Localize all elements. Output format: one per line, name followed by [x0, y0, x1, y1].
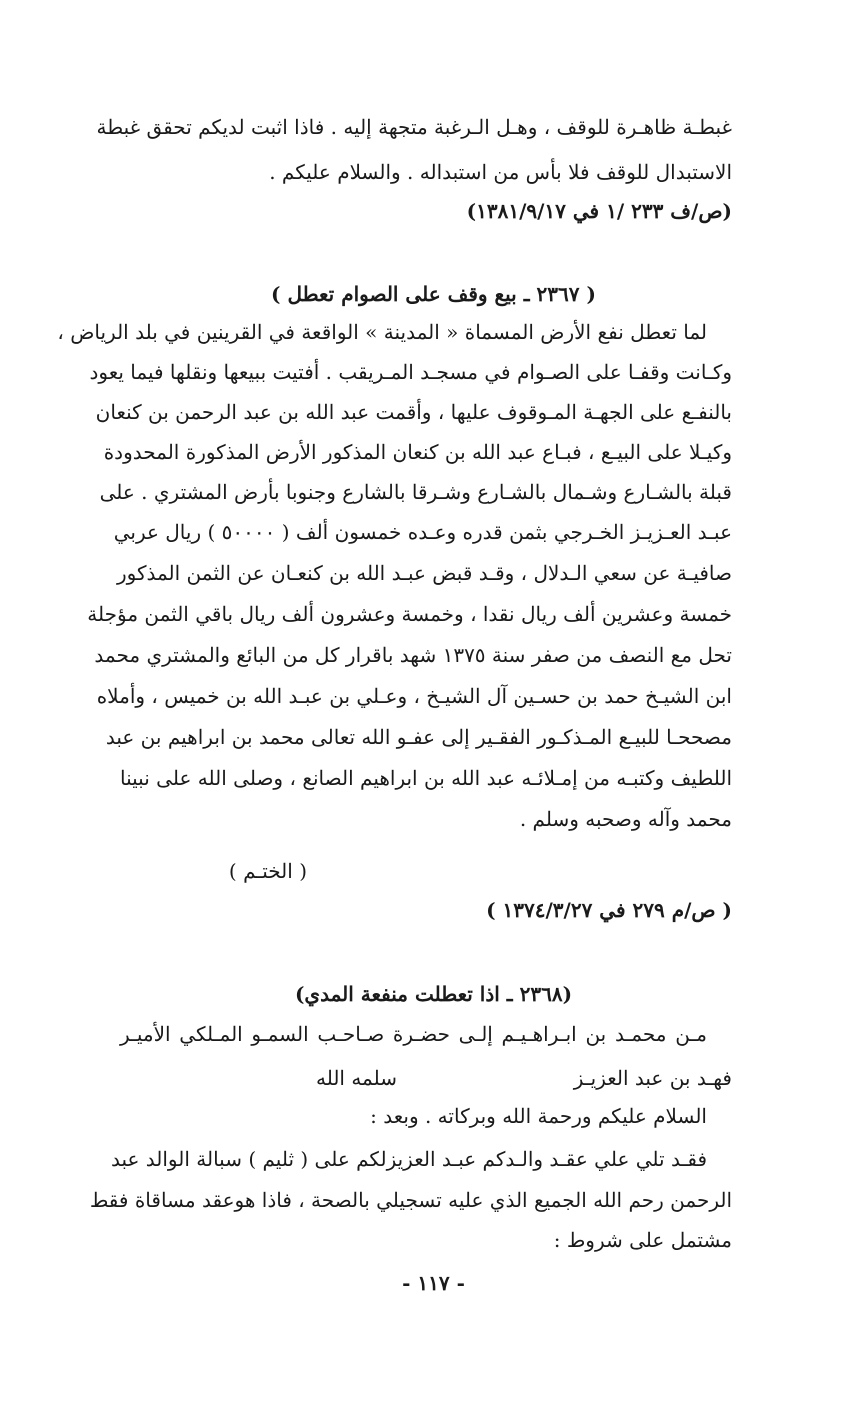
- section-heading: ( ٢٣٦٧ ـ بيع وقف على الصوام تعطل ): [271, 282, 596, 306]
- reference-citation: (ص/ف ٢٣٣ /١ في ١٣٨١/٩/١٧): [466, 199, 732, 223]
- text-line: ابن الشيـخ حمد بن حسـين آل الشيـخ ، وعـلي بن عبـد الله بن خميس ، وأملاه: [96, 684, 732, 708]
- text-line: غبطـة ظاهـرة للوقف ، وهـل الـرغبة متجهة إليه . فاذا اثبت لديكم تحقق غبطة: [96, 115, 732, 139]
- text-line: الاستبدال للوقف فلا بأس من استبداله . والسلام عليكم .: [269, 160, 732, 184]
- text-line: بالنفـع على الجهـة المـوقوف عليها ، وأقمت عبد الله بن عبد الرحمن بن كنعان: [95, 400, 732, 424]
- text-line: مصححـا للبيـع المـذكـور الفقـير إلى عفـو الله تعالى محمد بن ابراهيم بن عبد: [105, 725, 732, 749]
- text-line: تحل مع النصف من صفر سنة ١٣٧٥ شهد باقرار كل من البائع والمشتري محمد: [94, 643, 732, 667]
- text-line: وكـانت وقفـا على الصـوام في مسجـد المـريقب . أفتيت ببيعها ونقلها فيما يعود: [89, 360, 732, 384]
- text-line: محمد وآله وصحبه وسلم .: [519, 807, 732, 831]
- text-line: مشتمل على شروط :: [553, 1228, 732, 1252]
- text-line: صافيـة عن سعي الـدلال ، وقـد قبض عبـد الله بن كنعـان عن الثمن المذكور: [116, 561, 732, 585]
- seal-note: ( الختـم ): [228, 859, 307, 883]
- text-line: مـن محمـد بن ابـراهـيـم إلـى حضـرة صـاحـب السمـو المـلكي الأميـر: [120, 1022, 707, 1046]
- text-line: الرحمن رحم الله الجميع الذي عليه تسجيلي بالصحة ، فاذا هوعقد مساقاة فقط: [89, 1188, 732, 1212]
- salutation: السلام عليكم ورحمة الله وبركاته . وبعد :: [370, 1104, 707, 1128]
- addressee-name: فهـد بن عبد العزيـز: [573, 1066, 732, 1090]
- text-line: عبـد العـزيـز الخـرجي بثمن قدره وعـده خمسون ألف ( ٥٠٠٠٠ ) ريال عربي: [113, 520, 732, 544]
- text-line: اللطيف وكتبـه من إمـلائـه عبد الله بن ابراهيم الصانع ، وصلى الله على نبينا: [120, 766, 732, 790]
- text-line: وكيـلا على البيـع ، فبـاع عبد الله بن كنعان المذكور الأرض المذكورة المحدودة: [103, 440, 732, 464]
- text-line: قبلة بالشـارع وشـمال بالشـارع وشـرقا بالشارع وجنوبا بأرض المشتري . على: [99, 480, 732, 504]
- reference-citation: ( ص/م ٢٧٩ في ١٣٧٤/٣/٢٧ ): [486, 898, 732, 922]
- page-number: - ١١٧ -: [402, 1271, 465, 1295]
- text-line: خمسة وعشرين ألف ريال نقدا ، وخمسة وعشرون ألف ريال باقي الثمن مؤجلة: [87, 602, 732, 626]
- addressee-greeting: سلمه الله: [315, 1066, 397, 1090]
- text-line: لما تعطل نفع الأرض المسماة « المدينة » الواقعة في القرينين في بلد الرياض ،: [57, 320, 707, 344]
- text-line: فقـد تلي علي عقـد والـدكم عبـد العزيزلكم على ( ثليم ) سبالة الوالد عبد: [110, 1147, 707, 1171]
- section-heading: (٢٣٦٨ ـ اذا تعطلت منفعة المدي): [294, 982, 573, 1006]
